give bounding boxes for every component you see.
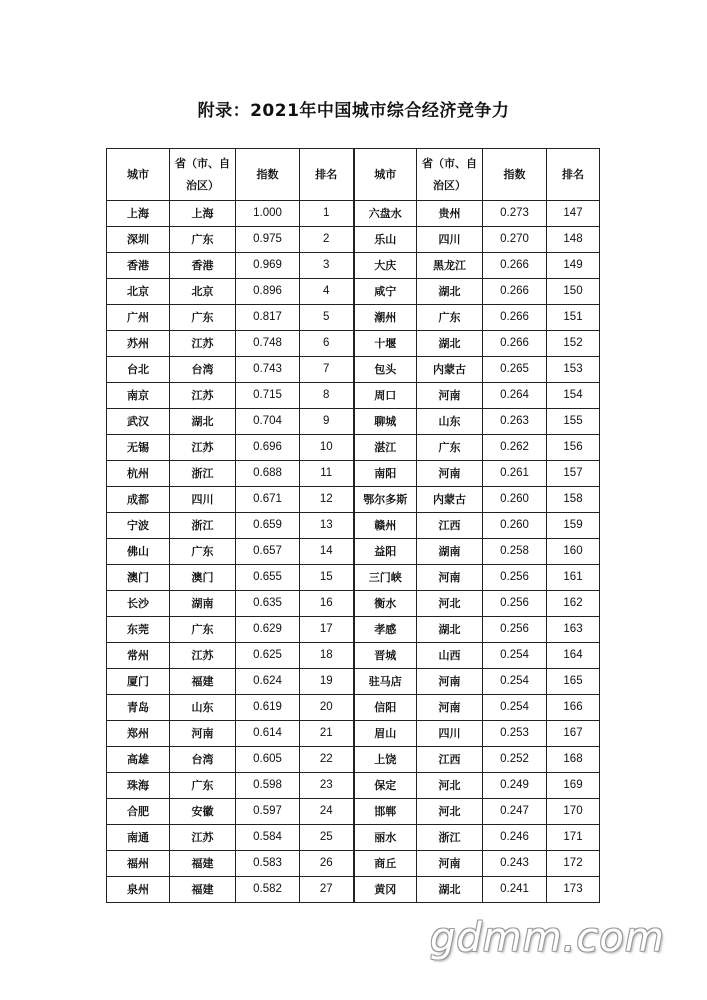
- cell-city: 珠海: [107, 773, 170, 799]
- cell-index: 0.624: [236, 669, 300, 695]
- table-row: [107, 253, 600, 279]
- cell-index-2: 0.241: [483, 877, 547, 903]
- cell-rank: 6: [300, 331, 354, 357]
- cell-province-2: 河北: [417, 799, 483, 825]
- cell-city-2: 邯郸: [354, 799, 417, 825]
- cell-province: 广东: [170, 617, 236, 643]
- cell-rank: 3: [300, 253, 354, 279]
- cell-rank-2: 154: [547, 383, 600, 409]
- cell-province-2: 湖北: [417, 877, 483, 903]
- cell-index-2: 0.266: [483, 279, 547, 305]
- cell-city-2: 商丘: [354, 851, 417, 877]
- cell-city-2: 上饶: [354, 747, 417, 773]
- header-index-2: 指数: [483, 149, 547, 201]
- cell-rank: 12: [300, 487, 354, 513]
- cell-rank-2: 150: [547, 279, 600, 305]
- cell-province-2: 河南: [417, 669, 483, 695]
- cell-rank-2: 169: [547, 773, 600, 799]
- header-index: 指数: [236, 149, 300, 201]
- cell-province-2: 江西: [417, 513, 483, 539]
- cell-city: 宁波: [107, 513, 170, 539]
- cell-index: 0.625: [236, 643, 300, 669]
- cell-index-2: 0.252: [483, 747, 547, 773]
- cell-city: 福州: [107, 851, 170, 877]
- cell-rank-2: 157: [547, 461, 600, 487]
- cell-index-2: 0.256: [483, 617, 547, 643]
- cell-rank-2: 168: [547, 747, 600, 773]
- cell-province: 福建: [170, 669, 236, 695]
- cell-index-2: 0.249: [483, 773, 547, 799]
- cell-city-2: 三门峡: [354, 565, 417, 591]
- cell-rank: 4: [300, 279, 354, 305]
- cell-rank: 1: [300, 201, 354, 227]
- cell-rank-2: 161: [547, 565, 600, 591]
- cell-province-2: 河北: [417, 773, 483, 799]
- cell-rank-2: 151: [547, 305, 600, 331]
- cell-index: 0.635: [236, 591, 300, 617]
- table-row: [107, 409, 600, 435]
- cell-rank: 20: [300, 695, 354, 721]
- cell-rank: 17: [300, 617, 354, 643]
- cell-city: 成都: [107, 487, 170, 513]
- cell-index: 0.896: [236, 279, 300, 305]
- cell-rank-2: 172: [547, 851, 600, 877]
- cell-province: 四川: [170, 487, 236, 513]
- cell-index: 0.743: [236, 357, 300, 383]
- cell-city: 杭州: [107, 461, 170, 487]
- cell-city: 长沙: [107, 591, 170, 617]
- cell-province: 河南: [170, 721, 236, 747]
- cell-rank: 18: [300, 643, 354, 669]
- cell-index-2: 0.266: [483, 305, 547, 331]
- cell-index-2: 0.253: [483, 721, 547, 747]
- cell-province-2: 湖南: [417, 539, 483, 565]
- cell-city: 高雄: [107, 747, 170, 773]
- cell-index: 0.584: [236, 825, 300, 851]
- cell-province: 江苏: [170, 383, 236, 409]
- cell-province-2: 河南: [417, 695, 483, 721]
- cell-rank-2: 164: [547, 643, 600, 669]
- cell-index: 0.688: [236, 461, 300, 487]
- cell-index: 0.657: [236, 539, 300, 565]
- cell-province-2: 贵州: [417, 201, 483, 227]
- table-row: [107, 201, 600, 227]
- cell-rank: 8: [300, 383, 354, 409]
- cell-province: 江苏: [170, 331, 236, 357]
- cell-province: 福建: [170, 877, 236, 903]
- cell-city: 合肥: [107, 799, 170, 825]
- cell-city-2: 聊城: [354, 409, 417, 435]
- table-row: [107, 565, 600, 591]
- cell-rank: 11: [300, 461, 354, 487]
- cell-index-2: 0.247: [483, 799, 547, 825]
- table-row: [107, 799, 600, 825]
- header-row: [107, 149, 600, 201]
- cell-index-2: 0.263: [483, 409, 547, 435]
- cell-rank: 27: [300, 877, 354, 903]
- table-row: [107, 747, 600, 773]
- cell-rank-2: 152: [547, 331, 600, 357]
- cell-province: 安徽: [170, 799, 236, 825]
- cell-province-2: 广东: [417, 435, 483, 461]
- cell-city-2: 赣州: [354, 513, 417, 539]
- cell-index-2: 0.246: [483, 825, 547, 851]
- cell-province-2: 四川: [417, 721, 483, 747]
- cell-rank-2: 162: [547, 591, 600, 617]
- cell-rank: 25: [300, 825, 354, 851]
- cell-province: 香港: [170, 253, 236, 279]
- cell-rank-2: 153: [547, 357, 600, 383]
- cell-index: 0.655: [236, 565, 300, 591]
- table-row: [107, 695, 600, 721]
- table-row: [107, 331, 600, 357]
- cell-rank: 13: [300, 513, 354, 539]
- cell-province: 江苏: [170, 435, 236, 461]
- cell-index: 0.659: [236, 513, 300, 539]
- cell-province-2: 河南: [417, 565, 483, 591]
- cell-province-2: 内蒙古: [417, 357, 483, 383]
- cell-city-2: 孝感: [354, 617, 417, 643]
- cell-rank-2: 167: [547, 721, 600, 747]
- cell-province-2: 湖北: [417, 279, 483, 305]
- cell-index: 0.975: [236, 227, 300, 253]
- header-city-2: 城市: [354, 149, 417, 201]
- cell-province-2: 河南: [417, 851, 483, 877]
- header-province: 省（市、自治区）: [170, 149, 236, 201]
- cell-rank: 14: [300, 539, 354, 565]
- cell-rank: 23: [300, 773, 354, 799]
- cell-city-2: 包头: [354, 357, 417, 383]
- cell-city-2: 南阳: [354, 461, 417, 487]
- cell-province: 上海: [170, 201, 236, 227]
- cell-city: 广州: [107, 305, 170, 331]
- cell-index-2: 0.256: [483, 565, 547, 591]
- cell-city: 无锡: [107, 435, 170, 461]
- cell-index-2: 0.261: [483, 461, 547, 487]
- table-row: [107, 669, 600, 695]
- cell-city: 佛山: [107, 539, 170, 565]
- header-rank-2: 排名: [547, 149, 600, 201]
- header-rank: 排名: [300, 149, 354, 201]
- cell-province: 广东: [170, 227, 236, 253]
- cell-index: 0.583: [236, 851, 300, 877]
- cell-city: 武汉: [107, 409, 170, 435]
- table-row: [107, 227, 600, 253]
- cell-index-2: 0.265: [483, 357, 547, 383]
- cell-province: 广东: [170, 305, 236, 331]
- cell-province: 台湾: [170, 747, 236, 773]
- cell-index: 0.629: [236, 617, 300, 643]
- cell-city: 南通: [107, 825, 170, 851]
- cell-rank: 2: [300, 227, 354, 253]
- cell-province-2: 内蒙古: [417, 487, 483, 513]
- table-row: [107, 513, 600, 539]
- cell-province: 江苏: [170, 825, 236, 851]
- cell-rank: 15: [300, 565, 354, 591]
- cell-city: 青岛: [107, 695, 170, 721]
- table-row: [107, 591, 600, 617]
- cell-index-2: 0.273: [483, 201, 547, 227]
- cell-city-2: 益阳: [354, 539, 417, 565]
- cell-city-2: 大庆: [354, 253, 417, 279]
- cell-rank-2: 158: [547, 487, 600, 513]
- cell-index: 0.582: [236, 877, 300, 903]
- cell-index: 0.817: [236, 305, 300, 331]
- cell-province-2: 山东: [417, 409, 483, 435]
- cell-index-2: 0.260: [483, 487, 547, 513]
- cell-province-2: 黑龙江: [417, 253, 483, 279]
- table-row: [107, 721, 600, 747]
- cell-city: 苏州: [107, 331, 170, 357]
- table-row: [107, 773, 600, 799]
- table-row: [107, 461, 600, 487]
- cell-index: 0.619: [236, 695, 300, 721]
- cell-city-2: 咸宁: [354, 279, 417, 305]
- cell-city: 香港: [107, 253, 170, 279]
- cell-index-2: 0.266: [483, 331, 547, 357]
- cell-city: 上海: [107, 201, 170, 227]
- cell-rank-2: 163: [547, 617, 600, 643]
- page-title: 附录：2021年中国城市综合经济竞争力: [197, 101, 510, 121]
- table-row: [107, 487, 600, 513]
- cell-city-2: 六盘水: [354, 201, 417, 227]
- cell-rank: 10: [300, 435, 354, 461]
- cell-province: 广东: [170, 539, 236, 565]
- cell-province: 北京: [170, 279, 236, 305]
- cell-city-2: 保定: [354, 773, 417, 799]
- cell-index-2: 0.258: [483, 539, 547, 565]
- cell-province-2: 湖北: [417, 617, 483, 643]
- cell-index: 0.671: [236, 487, 300, 513]
- table-row: [107, 851, 600, 877]
- cell-rank-2: 148: [547, 227, 600, 253]
- cell-province: 福建: [170, 851, 236, 877]
- cell-rank-2: 166: [547, 695, 600, 721]
- cell-index-2: 0.254: [483, 669, 547, 695]
- cell-province: 广东: [170, 773, 236, 799]
- cell-province: 澳门: [170, 565, 236, 591]
- cell-city: 泉州: [107, 877, 170, 903]
- table-row: [107, 435, 600, 461]
- cell-province: 浙江: [170, 513, 236, 539]
- cell-province: 湖南: [170, 591, 236, 617]
- cell-index-2: 0.260: [483, 513, 547, 539]
- cell-rank: 22: [300, 747, 354, 773]
- cell-province-2: 湖北: [417, 331, 483, 357]
- cell-index-2: 0.256: [483, 591, 547, 617]
- cell-city-2: 衡水: [354, 591, 417, 617]
- cell-rank-2: 155: [547, 409, 600, 435]
- competitiveness-table: [106, 148, 600, 903]
- cell-index-2: 0.243: [483, 851, 547, 877]
- cell-rank: 19: [300, 669, 354, 695]
- cell-city: 厦门: [107, 669, 170, 695]
- cell-index-2: 0.262: [483, 435, 547, 461]
- table-row: [107, 383, 600, 409]
- cell-province-2: 广东: [417, 305, 483, 331]
- cell-rank: 24: [300, 799, 354, 825]
- cell-city-2: 眉山: [354, 721, 417, 747]
- watermark: gdmm.com: [430, 915, 665, 961]
- cell-province-2: 浙江: [417, 825, 483, 851]
- cell-rank-2: 159: [547, 513, 600, 539]
- cell-rank-2: 170: [547, 799, 600, 825]
- cell-rank-2: 156: [547, 435, 600, 461]
- table-row: [107, 357, 600, 383]
- cell-province: 江苏: [170, 643, 236, 669]
- cell-index: 0.696: [236, 435, 300, 461]
- cell-rank-2: 147: [547, 201, 600, 227]
- cell-index-2: 0.266: [483, 253, 547, 279]
- cell-province-2: 江西: [417, 747, 483, 773]
- cell-city-2: 晋城: [354, 643, 417, 669]
- table-row: [107, 617, 600, 643]
- cell-city-2: 驻马店: [354, 669, 417, 695]
- cell-city: 北京: [107, 279, 170, 305]
- cell-index: 1.000: [236, 201, 300, 227]
- cell-city: 郑州: [107, 721, 170, 747]
- cell-province: 浙江: [170, 461, 236, 487]
- table-body: [107, 201, 600, 903]
- cell-province: 台湾: [170, 357, 236, 383]
- cell-city-2: 乐山: [354, 227, 417, 253]
- cell-province-2: 四川: [417, 227, 483, 253]
- table-row: [107, 305, 600, 331]
- cell-city-2: 湛江: [354, 435, 417, 461]
- cell-city: 常州: [107, 643, 170, 669]
- cell-index: 0.715: [236, 383, 300, 409]
- cell-rank-2: 160: [547, 539, 600, 565]
- cell-rank-2: 165: [547, 669, 600, 695]
- table-row: [107, 825, 600, 851]
- cell-index: 0.598: [236, 773, 300, 799]
- table-row: [107, 877, 600, 903]
- cell-index: 0.969: [236, 253, 300, 279]
- cell-province: 山东: [170, 695, 236, 721]
- table-row: [107, 539, 600, 565]
- cell-index: 0.597: [236, 799, 300, 825]
- cell-rank: 5: [300, 305, 354, 331]
- header-province-2: 省（市、自治区）: [417, 149, 483, 201]
- cell-province-2: 河北: [417, 591, 483, 617]
- cell-rank: 7: [300, 357, 354, 383]
- cell-province-2: 河南: [417, 383, 483, 409]
- cell-index: 0.614: [236, 721, 300, 747]
- header-city: 城市: [107, 149, 170, 201]
- cell-rank: 9: [300, 409, 354, 435]
- table-row: [107, 279, 600, 305]
- cell-index-2: 0.270: [483, 227, 547, 253]
- cell-index-2: 0.254: [483, 643, 547, 669]
- cell-city-2: 潮州: [354, 305, 417, 331]
- cell-province-2: 山西: [417, 643, 483, 669]
- cell-rank: 26: [300, 851, 354, 877]
- cell-city: 台北: [107, 357, 170, 383]
- cell-city-2: 十堰: [354, 331, 417, 357]
- cell-rank: 21: [300, 721, 354, 747]
- cell-city: 东莞: [107, 617, 170, 643]
- cell-rank-2: 173: [547, 877, 600, 903]
- cell-rank: 16: [300, 591, 354, 617]
- cell-city-2: 丽水: [354, 825, 417, 851]
- cell-index: 0.704: [236, 409, 300, 435]
- cell-city: 深圳: [107, 227, 170, 253]
- cell-city: 澳门: [107, 565, 170, 591]
- cell-province-2: 河南: [417, 461, 483, 487]
- cell-city-2: 信阳: [354, 695, 417, 721]
- cell-rank-2: 171: [547, 825, 600, 851]
- cell-index-2: 0.254: [483, 695, 547, 721]
- cell-province: 湖北: [170, 409, 236, 435]
- cell-index: 0.748: [236, 331, 300, 357]
- cell-index: 0.605: [236, 747, 300, 773]
- cell-city-2: 周口: [354, 383, 417, 409]
- table-row: [107, 643, 600, 669]
- cell-city-2: 黄冈: [354, 877, 417, 903]
- cell-city: 南京: [107, 383, 170, 409]
- cell-city-2: 鄂尔多斯: [354, 487, 417, 513]
- cell-index-2: 0.264: [483, 383, 547, 409]
- cell-rank-2: 149: [547, 253, 600, 279]
